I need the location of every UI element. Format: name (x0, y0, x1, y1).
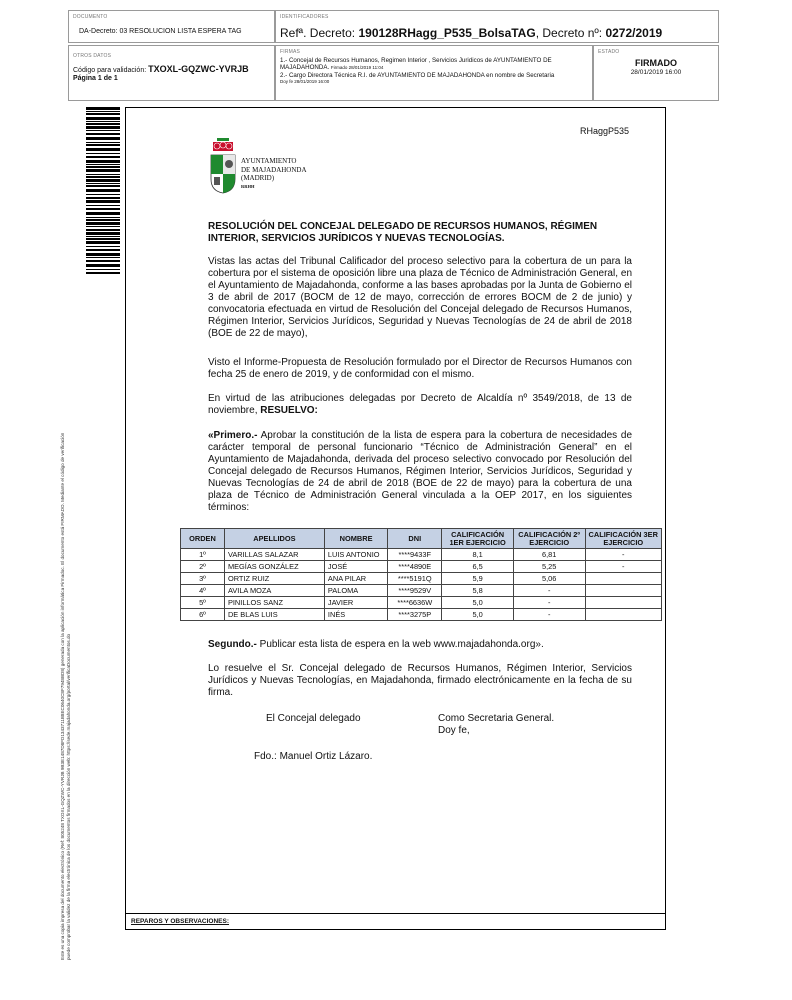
table-row (181, 561, 662, 573)
barcode-bar (86, 166, 120, 168)
table-cell: 3º (181, 573, 225, 585)
table-cell: 1º (181, 549, 225, 561)
barcode-bar (86, 236, 120, 237)
documento-box (68, 10, 275, 43)
table-cell: 6º (181, 609, 225, 621)
firmas-box (275, 45, 593, 101)
table-cell: INÉS (324, 609, 387, 621)
table-header-cell: APELLIDOS (224, 529, 324, 549)
barcode-bar (86, 272, 120, 274)
barcode-bar (86, 229, 120, 231)
barcode-bar (86, 183, 120, 184)
firma-2: 2.- Cargo Directora Técnica R.I. de AYUNTAMIENTO DE MAJADAHONDA en nombre de Secretaria Doy fe 28/01/2019 16:00 (280, 72, 555, 84)
barcode-bar (86, 219, 120, 221)
barcode-bar (86, 113, 120, 115)
table-header-cell: CALIFICACIÓN 1ER EJERCICIO (442, 529, 514, 549)
barcode-bar (86, 217, 120, 218)
table-cell: JAVIER (324, 597, 387, 609)
table-cell: 5,0 (442, 609, 514, 621)
reparos-label: REPAROS Y OBSERVACIONES: (131, 918, 230, 925)
barcode-bar (86, 257, 120, 258)
barcode-bar (86, 249, 120, 251)
table-cell: 2º (181, 561, 225, 573)
decreto-no: 0272/2019 (605, 26, 663, 40)
table-cell: - (513, 609, 585, 621)
table-cell (585, 597, 662, 609)
barcode-bar (86, 123, 120, 125)
barcode-bar (86, 222, 120, 225)
signature-concejal: El Concejal delegado (266, 713, 361, 724)
estado-fecha: 28/01/2019 16:00 (630, 69, 682, 76)
resolution-title: RESOLUCIÓN DEL CONCEJAL DELEGADO DE RECURSOS HUMANOS, RÉGIMEN INTERIOR, SERVICIOS JURÍDICOS Y NUEVAS TECNOLOGÍAS. (208, 221, 598, 244)
table-cell: 5º (181, 597, 225, 609)
table-cell: - (513, 585, 585, 597)
barcode-bar (86, 241, 120, 244)
barcode-bar (86, 117, 120, 120)
otros-datos-box (68, 45, 275, 101)
barcode-bar (86, 205, 120, 206)
table-row (181, 597, 662, 609)
barcode-bar (86, 169, 120, 172)
estado-value: FIRMADO (635, 58, 677, 68)
table-cell: ****6636W (388, 597, 442, 609)
barcode-bar (86, 148, 120, 151)
firma-1: 1.- Concejal de Recursos Humanos, Regimen Interior , Servicios Juridicos de AYUNTAMIENTO DE MAJADAHONDA. Firmado 28/01/2019 11:04 (280, 57, 552, 71)
barcode-bar (86, 130, 120, 131)
table-cell: JOSÉ (324, 561, 387, 573)
barcode-bar (86, 194, 120, 195)
table-row (181, 573, 662, 585)
barcode-bar (86, 264, 120, 267)
table-cell: 6,5 (442, 561, 514, 573)
otros-label: OTROS DATOS (73, 53, 112, 59)
table-header-row (181, 529, 662, 549)
documento-label: DOCUMENTO (73, 14, 108, 20)
table-cell: ****9433F (388, 549, 442, 561)
table-header-cell: NOMBRE (324, 529, 387, 549)
table-cell: - (513, 597, 585, 609)
pagina: Página 1 de 1 (73, 75, 118, 82)
table-cell: PINILLOS SANZ (224, 597, 324, 609)
barcode-bar (86, 126, 120, 129)
barcode-bar (86, 174, 120, 175)
barcode-bar (86, 197, 120, 199)
signature-secretaria: Como Secretaria General. Doy fe, (438, 713, 555, 736)
table-cell: ****3275P (388, 609, 442, 621)
table-header-cell: CALIFICACIÓN 3ER EJERCICIO (585, 529, 662, 549)
table-row (181, 585, 662, 597)
barcode-bar (86, 253, 120, 256)
barcode-bar (86, 160, 120, 163)
paragraph-vistas: Vistas las actas del Tribunal Calificador del proceso selectivo para la cobertura de un para la cobertura por el sistema de oposición libre una plaza de Técnico de Administración General, en el Ayuntamiento de Majadahonda, conforme a las bases aprobadas por la Junta de Gobierno el 3 de abril de 2017 (BOCM de 12 de mayo, corrección de errores BOCM de 2 de junio) y convocatoria efectuada en virtud de Resolución del Concejal delegado de Recursos Humanos, Régimen Interior, Servicios Jurídicos, Seguridad y Nuevas Tecnologías de 24 de abril de 2018 (BOE de 22 de mayo), (208, 256, 632, 339)
barcode-bar (86, 238, 120, 240)
identificadores-box (275, 10, 719, 43)
table-cell: 5,0 (442, 597, 514, 609)
barcode-bar (86, 176, 120, 178)
barcode-bar (86, 260, 120, 262)
firmas-label: FIRMAS (280, 49, 301, 55)
barcode-bar (86, 137, 120, 140)
estado-label: ESTADO (598, 49, 620, 55)
barcode-bar (86, 164, 120, 165)
barcode-bar (86, 179, 120, 182)
barcode-bar (86, 232, 120, 235)
paragraph-lo-resuelve: Lo resuelve el Sr. Concejal delegado de Recursos Humanos, Régimen Interior, Servicios Jurídicos y Nuevas Tecnologías, en Majadahonda, firmado electrónicamente en la fecha de su firma. (208, 663, 632, 698)
barcode-bar (86, 121, 120, 122)
doc-ref: RHaggP535 (580, 126, 630, 136)
barcode-bar (86, 246, 120, 247)
table-cell (585, 573, 662, 585)
table-cell: - (585, 549, 662, 561)
table-cell: 5,8 (442, 585, 514, 597)
barcode-bar (86, 269, 120, 270)
table-cell: MEGÍAS GONZÁLEZ (224, 561, 324, 573)
barcode-bar (86, 185, 120, 187)
barcode-bar (86, 144, 120, 146)
table-cell: LUIS ANTONIO (324, 549, 387, 561)
table-row (181, 549, 662, 561)
paragraph-visto: Visto el Informe-Propuesta de Resolución formulado por el Director de Recursos Humanos con fecha 25 de enero de 2019, y de conformidad con el mismo. (208, 357, 632, 380)
barcode-icon (86, 107, 120, 275)
table-cell: DE BLAS LUIS (224, 609, 324, 621)
barcode-bar (86, 208, 120, 210)
table-cell: ****5191Q (388, 573, 442, 585)
paragraph-segundo: Segundo.- Publicar esta lista de espera en la web www.majadahonda.org». (208, 639, 544, 650)
table-cell: PALOMA (324, 585, 387, 597)
table-cell: VARILLAS SALAZAR (224, 549, 324, 561)
table-header-cell: DNI (388, 529, 442, 549)
barcode-bar (86, 212, 120, 215)
paragraph-resuelvo: En virtud de las atribuciones delegadas por Decreto de Alcaldía nº 3549/2018, de 13 de noviembre, RESUELVO: (208, 393, 632, 416)
barcode-bar (86, 142, 120, 143)
barcode-bar (86, 156, 120, 158)
table-cell: AVILA MOZA (224, 585, 324, 597)
decreto-ref-line: Refª. Decreto: 190128RHagg_P535_BolsaTAG, Decreto nº: 0272/2019 (280, 26, 663, 40)
barcode-bar (86, 189, 120, 192)
paragraph-primero: «Primero.- Aprobar la constitución de la lista de espera para la cobertura de necesidades de carácter temporal de personal funcionario “Técnico de Administración General” en el Ayuntamiento de Majadahonda, derivada del proceso selectivo convocado por Resolución del Concejal delegado de Recursos Humanos, Régimen Interior, Servicios Jurídicos, Seguridad y Nuevas Tecnologías de 24 de abril de 2018 (BOE de 22 de mayo) para la cobertura de una plaza de Técnico de Administración General vinculada a la OEP 2017, en los siguientes términos: (208, 430, 632, 513)
codigo-validacion: Código para validación: TXOXL-GQZWC-YVRJB (73, 64, 249, 74)
barcode-bar (86, 226, 120, 227)
decreto-ref: 190128RHagg_P535_BolsaTAG (358, 26, 536, 40)
table-cell: 5,25 (513, 561, 585, 573)
documento-value: DA-Decreto: 03 RESOLUCION LISTA ESPERA TAG (79, 28, 242, 35)
table-cell: 5,06 (513, 573, 585, 585)
table-cell: - (585, 561, 662, 573)
firmado-por: Fdo.: Manuel Ortiz Lázaro. (254, 751, 373, 762)
table-header-cell: ORDEN (181, 529, 225, 549)
logo-text: AYUNTAMIENTO DE MAJADAHONDA (MADRID) RRHH (241, 157, 307, 189)
table-cell: 5,9 (442, 573, 514, 585)
table-cell: ORTIZ RUIZ (224, 573, 324, 585)
identificadores-label: IDENTIFICADORES (280, 14, 329, 20)
table-row (181, 609, 662, 621)
reparos-box (125, 913, 666, 930)
table-cell: 8,1 (442, 549, 514, 561)
lista-espera-table (180, 528, 662, 621)
table-cell: ****9529V (388, 585, 442, 597)
table-cell (585, 585, 662, 597)
table-cell (585, 609, 662, 621)
verification-sidebar-text: Este es una copia impresa del documento electrónico (Ref: 805248 TXOXL-GQZWC-YVRJB 9B3E1487D8FD1343711B8EC0640C8F7948BD8) generada con la aplicación informática Firmadoc. El documento está FIRMADO. Mediante el código de verificación puede comprobar la validez de la firma electrónica de los documentos firmados en la dirección web: https://sede.majadahonda.org/portal/verificaDocumentos.do (60, 432, 71, 960)
table-header-cell: CALIFICACIÓN 2º EJERCICIO (513, 529, 585, 549)
table-cell: 6,81 (513, 549, 585, 561)
codigo-value: TXOXL-GQZWC-YVRJB (148, 64, 249, 74)
estado-box (593, 45, 719, 101)
ayuntamiento-shield-icon (208, 137, 238, 195)
table-cell: ****4890E (388, 561, 442, 573)
barcode-bar (86, 153, 120, 154)
barcode-bar (86, 111, 120, 112)
table-cell: ANA PILAR (324, 573, 387, 585)
barcode-bar (86, 133, 120, 135)
barcode-bar (86, 107, 120, 110)
table-cell: 4º (181, 585, 225, 597)
barcode-bar (86, 200, 120, 203)
